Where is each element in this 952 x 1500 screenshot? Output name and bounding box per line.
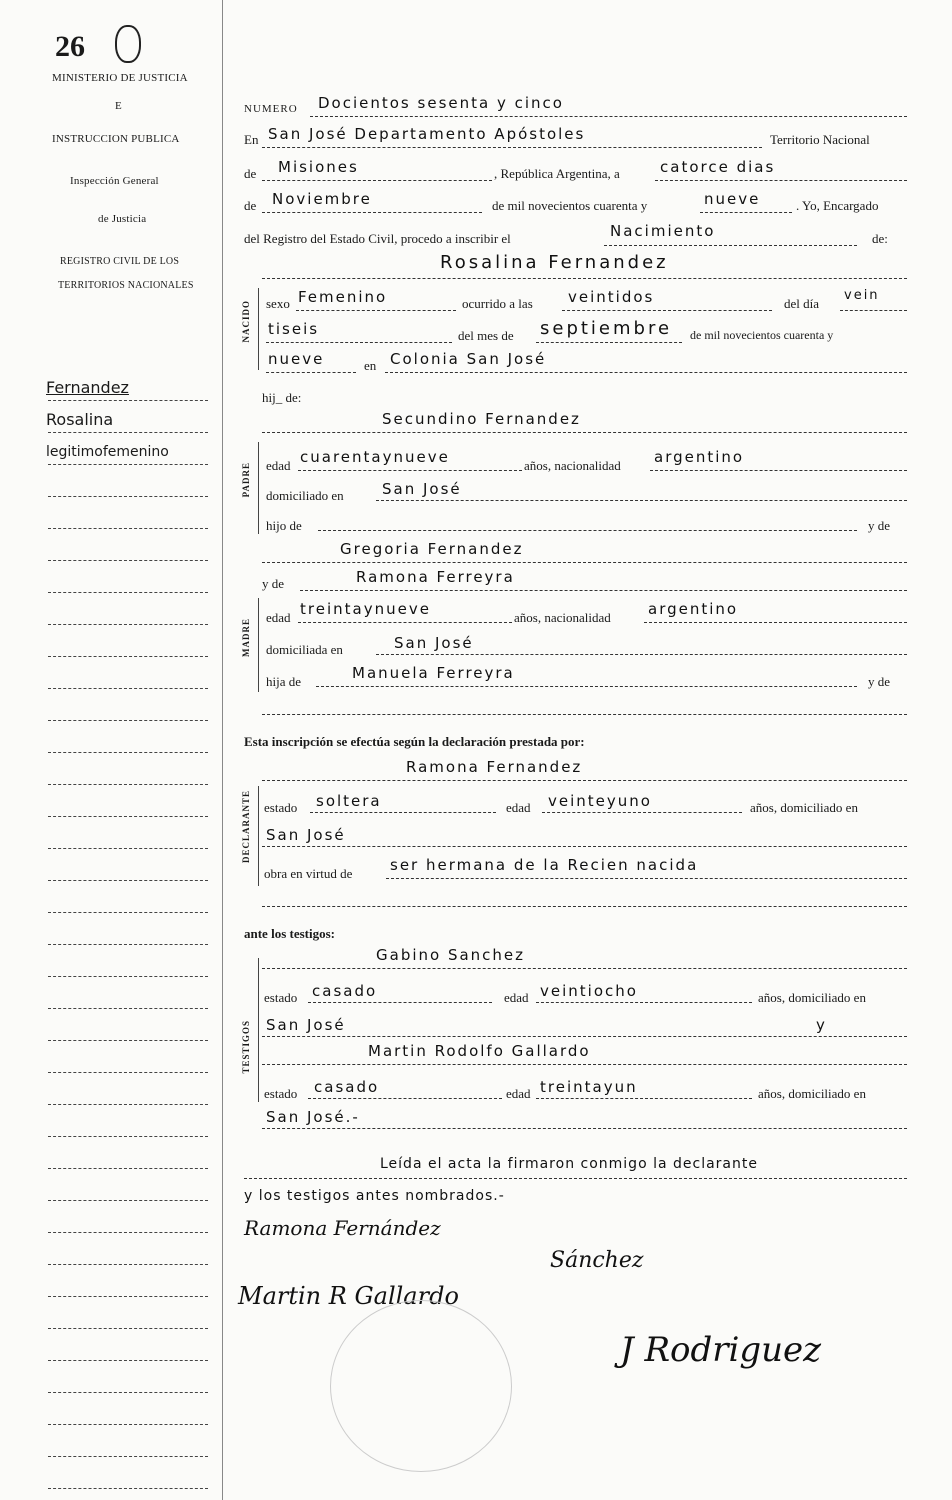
margin-ruled-line (48, 1136, 208, 1137)
padre-nac-value: argentino (654, 448, 745, 466)
obra-label: obra en virtud de (264, 866, 353, 881)
anio-label: de mil novecientos cuarenta y (492, 198, 648, 213)
decl-dom-value: San José (266, 826, 346, 844)
numero-label: NUMERO (244, 103, 298, 115)
margin-note: legitimofemenino (46, 444, 169, 460)
underline (266, 342, 452, 343)
margin-ruled-line (48, 1008, 208, 1009)
madre-value: Ramona Ferreyra (356, 568, 515, 586)
margin-ruled-line (48, 848, 208, 849)
underline (298, 470, 522, 471)
margin-name: Rosalina (46, 410, 114, 429)
margin-ruled-line (48, 1264, 208, 1265)
margin-ruled-line (48, 976, 208, 977)
margin-ruled-line (48, 944, 208, 945)
underline (300, 590, 907, 591)
margin-rule (222, 0, 223, 1500)
mes-value: Noviembre (272, 190, 372, 208)
lugar-value: San José Departamento Apóstoles (268, 125, 586, 143)
underline (298, 622, 512, 623)
hija-de-label: hija de (266, 674, 302, 689)
margin-surname: Fernandez (46, 378, 129, 397)
t1-dom-value: San José (266, 1016, 346, 1034)
domiciliado-label: domiciliado en (266, 488, 344, 503)
margin-ruled-line (48, 1200, 208, 1201)
underline (308, 1098, 502, 1099)
padre-bracket (258, 442, 259, 534)
hij-label: hij_ de: (262, 390, 302, 405)
hijo-de-label: hijo de (266, 518, 302, 533)
underline (376, 500, 907, 501)
testigo1-value: Gabino Sanchez (376, 946, 526, 964)
ministry-line-3: INSTRUCCION PUBLICA (52, 133, 180, 145)
t2-edad-value: treintayun (540, 1078, 638, 1096)
madre-nac-value: argentino (648, 600, 739, 618)
t2-estado-value: casado (314, 1078, 380, 1096)
underline (262, 432, 907, 433)
underline (536, 1002, 752, 1003)
estado2-label: estado (264, 990, 298, 1005)
underline (655, 180, 907, 181)
yo-label: . Yo, Encargado (796, 198, 879, 213)
underline (244, 1178, 907, 1179)
territorio-value: Misiones (278, 158, 359, 176)
anio-nac-value: nueve (268, 350, 325, 368)
margin-ruled-line (48, 1168, 208, 1169)
page-number: 26 (55, 30, 85, 63)
underline (262, 968, 907, 969)
padre-value: Secundino Fernandez (382, 410, 581, 428)
underline (262, 147, 762, 148)
margin-ruled-line (48, 528, 208, 529)
domiciliada-label: domiciliada en (266, 642, 343, 657)
testigos-label: ante los testigos: (244, 926, 335, 941)
ministry-line-2: E (115, 100, 122, 112)
ministry-line-1: MINISTERIO DE JUSTICIA (52, 72, 188, 84)
y-de2-label: y de (868, 674, 891, 689)
margin-ruled-line (48, 1424, 208, 1425)
underline (262, 714, 907, 715)
padre-edad-value: cuarentaynueve (300, 448, 450, 466)
margin-ruled-line (48, 464, 208, 465)
edad-label: edad (266, 458, 291, 473)
madre-edad-value: treintaynueve (300, 600, 431, 618)
underline (262, 1064, 907, 1065)
margin-ruled-line (48, 432, 208, 433)
underline (262, 562, 907, 563)
underline (262, 1036, 907, 1037)
underline (386, 878, 907, 879)
underline (310, 116, 907, 117)
inscripcion-label: Esta inscripción se efectúa según la declaración prestada por: (244, 734, 585, 749)
margin-ruled-line (48, 592, 208, 593)
nacido-bracket (258, 288, 259, 370)
faint-stamp (330, 1300, 512, 1472)
edad2-label: edad (266, 610, 291, 625)
estado-label: estado (264, 800, 298, 815)
signature-encargado: J Rodriguez (620, 1330, 822, 1370)
underline (536, 342, 682, 343)
anios-dom-label: años, domiciliado en (750, 800, 858, 815)
underline (266, 372, 356, 373)
edad4-label: edad (504, 990, 529, 1005)
anios-nac-label: años, nacionalidad (524, 458, 621, 473)
hora-label: ocurrido a las (462, 296, 533, 311)
margin-ruled-line (48, 816, 208, 817)
underline (604, 245, 857, 246)
en-label: En (244, 132, 259, 147)
en2-label: en (364, 358, 377, 373)
testigos-side-label: TESTIGOS (241, 1020, 251, 1074)
edad5-label: edad (506, 1086, 531, 1101)
declarante-value: Ramona Fernandez (406, 758, 583, 776)
underline (262, 180, 492, 181)
y-de-madre-label: y de (262, 576, 285, 591)
padre-padres-value: Gregoria Fernandez (340, 540, 524, 558)
margin-ruled-line (48, 1104, 208, 1105)
underline (644, 622, 907, 623)
underline (262, 278, 907, 279)
t1-edad-value: veintiocho (540, 982, 638, 1000)
anio-value: nueve (704, 190, 761, 208)
underline (262, 1128, 907, 1129)
margin-ruled-line (48, 880, 208, 881)
estado3-label: estado (264, 1086, 298, 1101)
underline (700, 212, 792, 213)
anios-nac2-label: años, nacionalidad (514, 610, 611, 625)
nombre-value: Rosalina Fernandez (440, 252, 669, 273)
underline (262, 212, 482, 213)
territorio-label: Territorio Nacional (770, 132, 870, 147)
margin-ruled-line (48, 1392, 208, 1393)
underline (376, 654, 907, 655)
margin-ruled-line (48, 1488, 208, 1489)
dia-value-b: tiseis (268, 320, 320, 338)
edad3-label: edad (506, 800, 531, 815)
margin-ruled-line (48, 496, 208, 497)
margin-ruled-line (48, 624, 208, 625)
anios-dom3-label: años, domiciliado en (758, 1086, 866, 1101)
de-label: de (244, 166, 257, 181)
underline (840, 310, 907, 311)
underline (385, 372, 907, 373)
madre-dom-value: San José (394, 634, 474, 652)
madre-side-label: MADRE (241, 618, 251, 657)
margin-ruled-line (48, 1232, 208, 1233)
padre-side-label: PADRE (241, 462, 251, 498)
anios-dom2-label: años, domiciliado en (758, 990, 866, 1005)
decl-estado-value: soltera (316, 792, 382, 810)
inspection-line-2: de Justicia (98, 213, 147, 225)
padre-dom-value: San José (382, 480, 462, 498)
underline (318, 530, 857, 531)
margin-ruled-line (48, 1040, 208, 1041)
underline (310, 812, 496, 813)
margin-ruled-line (48, 784, 208, 785)
sexo-label: sexo (266, 296, 290, 311)
underline (262, 906, 907, 907)
registry-line-1: REGISTRO CIVIL DE LOS (60, 256, 180, 267)
cierre-line-1: Leída el acta la firmaron conmigo la declarante (380, 1156, 758, 1172)
underline (308, 1002, 492, 1003)
de2-label: de (244, 198, 257, 213)
decl-obra-value: ser hermana de la Recien nacida (390, 856, 699, 874)
margin-ruled-line (48, 656, 208, 657)
declarante-side-label: DECLARANTE (241, 790, 251, 864)
coat-of-arms-seal (115, 25, 141, 63)
inspection-line-1: Inspección General (70, 175, 159, 187)
signature-testigo2: Martin R Gallardo (238, 1282, 459, 1310)
margin-ruled-line (48, 1456, 208, 1457)
margin-ruled-line (48, 560, 208, 561)
underline (650, 470, 907, 471)
underline (262, 846, 907, 847)
testigos-bracket (258, 958, 259, 1102)
testigo2-value: Martin Rodolfo Gallardo (368, 1042, 591, 1060)
signature-testigo1: Sánchez (550, 1248, 644, 1273)
dia-value-a: vein (844, 288, 880, 303)
y-de-label: y de (868, 518, 891, 533)
margin-ruled-line (48, 720, 208, 721)
margin-ruled-line (48, 752, 208, 753)
mes-nac-value: septiembre (540, 318, 673, 339)
republica-label: , República Argentina, a (494, 166, 620, 181)
dia-label: del día (784, 296, 820, 311)
t1-y-value: y (816, 1016, 827, 1034)
madre-padres-value: Manuela Ferreyra (352, 664, 515, 682)
signature-declarante: Ramona Fernández (244, 1216, 441, 1240)
acto-value: Nacimiento (610, 222, 716, 240)
de3-label: de: (872, 231, 888, 246)
mes-nac-label: del mes de (458, 328, 514, 343)
sexo-value: Femenino (298, 288, 388, 306)
lugar-nac-value: Colonia San José (390, 350, 547, 368)
decl-edad-value: veinteyuno (548, 792, 652, 810)
dias-value: catorce dias (660, 158, 776, 176)
t1-estado-value: casado (312, 982, 378, 1000)
declarante-bracket (258, 786, 259, 886)
margin-ruled-line (48, 688, 208, 689)
cierre-line-2: y los testigos antes nombrados.- (244, 1188, 505, 1204)
margin-ruled-line (48, 1360, 208, 1361)
numero-value: Docientos sesenta y cinco (318, 94, 564, 112)
underline (316, 686, 857, 687)
margin-ruled-line (48, 1296, 208, 1297)
madre-bracket (258, 598, 259, 692)
nacido-side-label: NACIDO (241, 300, 251, 343)
underline (296, 310, 456, 311)
underline (562, 310, 772, 311)
margin-ruled-line (48, 912, 208, 913)
t2-dom-value: San José.- (266, 1108, 360, 1126)
registro-label: del Registro del Estado Civil, procedo a inscribir el (244, 231, 511, 246)
margin-ruled-line (48, 400, 208, 401)
underline (536, 1098, 752, 1099)
margin-ruled-line (48, 1072, 208, 1073)
margin-ruled-line (48, 1328, 208, 1329)
hora-value: veintidos (568, 288, 655, 306)
underline (262, 780, 907, 781)
registry-line-2: TERRITORIOS NACIONALES (58, 280, 194, 291)
underline (542, 812, 742, 813)
anio-nac-label: de mil novecientos cuarenta y (690, 328, 834, 342)
